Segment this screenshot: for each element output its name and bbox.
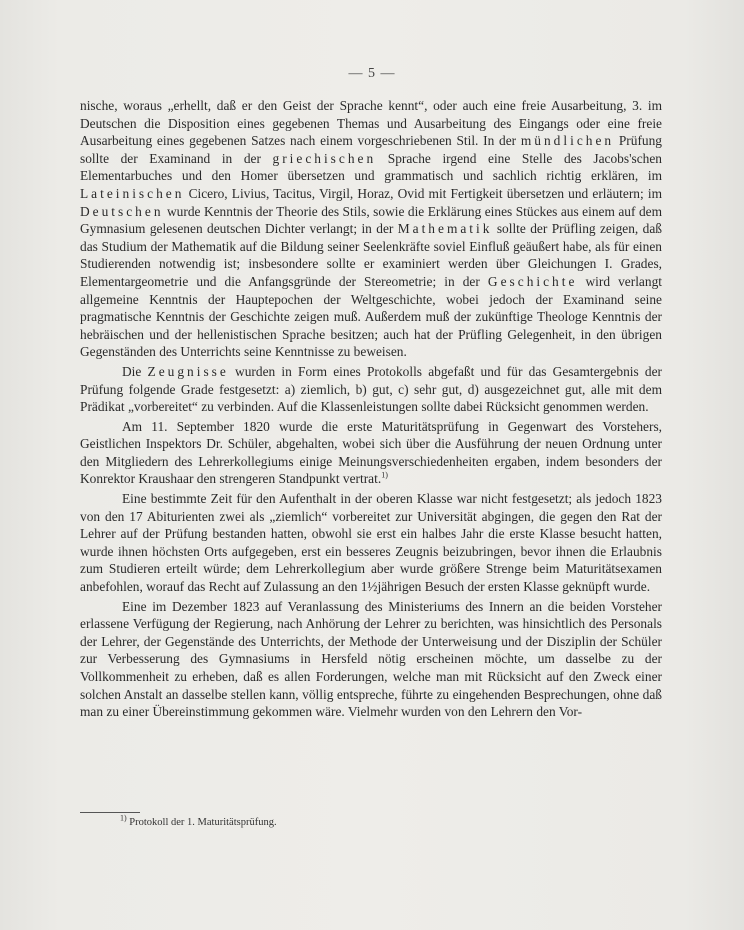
text-run: wird verlangt allgemeine Kenntnis der Hauptepochen der Weltgeschichte, wobei jedoch der Examinand seine pragmatische Kenntnis der Geschichte zeigen muß. Außerdem muß der zukünftige Theologe Kenntnis der hebräischen und der hellenistischen Sprache besitzen; auch hat der Prüfling Gelegenheit, in den übrigen Gegenständen des Unterrichts seine Kenntnisse zu beweisen. <box>80 273 662 360</box>
text-run: Cicero, Livius, Tacitus, Virgil, Horaz, Ovid mit Fertigkeit übersetzen und erläutern; im <box>184 185 662 201</box>
paragraph <box>80 490 662 596</box>
text-run: wurden in Form eines Protokolls abgefaßt und für das Gesamtergebnis der Prüfung folgende Grade festgesetzt: a) ziemlich, b) gut, c) sehr gut, d) ausgezeichnet gut, alle mit dem Prädikat „vorbereitet“ zu verbinden. Auf die Klassenleistungen sollte dabei Rücksicht genommen werden. <box>80 363 662 415</box>
text-run: Die <box>122 363 148 379</box>
paragraph <box>80 97 662 361</box>
text-run: wurde Kenntnis der Theorie des Stils, sowie die Erklärung eines Stückes aus einem auf dem Gymnasium gelesenen deutschen Dichter verlangt; in der <box>80 203 662 237</box>
footnote-mark: 1) <box>120 813 127 823</box>
footnote-rule <box>80 812 140 813</box>
paragraph <box>80 363 662 416</box>
body-text <box>80 97 662 721</box>
footnote-ref: 1) <box>381 471 388 480</box>
text-run: nische, woraus „erhellt, daß er den Geist der Sprache kennt“, oder auch eine freie Ausarbeitung, 3. im Deutschen die Disposition eines gegebenen Themas und Ausarbeitung des Eingangs oder eine freie Ausarbeitung eines gegebenen Satzes nach einem vorgeschriebenen Stil. In der <box>80 98 662 149</box>
paragraph <box>80 418 662 488</box>
text-run: Sprache irgend eine Stelle des Jacobs'schen Elementarbuches und den Homer übersetzen und grammatisch und sachlich richtig erklären, im <box>80 150 662 184</box>
footnote <box>120 813 277 828</box>
spaced-term: mündlichen <box>520 133 615 149</box>
page-number: — 5 — <box>348 66 396 81</box>
text-run: sollte der Prüfling zeigen, daß das Studium der Mathematik auf die Bildung seiner Seelenkräfte soviel Einfluß geäußert habe, als für einen Studierenden notwendig ist; insbesondere sollte er examiniert werden über Gleichungen I. Grades, Elementargeometrie und die Anfangsgründe der Stereometrie; in der <box>80 221 662 289</box>
text-run: Am 11. September 1820 wurde die erste Maturitätsprüfung in Gegenwart des Vorstehers, Geistlichen Inspektors Dr. Schüler, abgehalten, wobei sich über die Ausführung der neuen Ordnung unter den Mitgliedern des Lehrerkollegiums einige Meinungsverschiedenheiten ergaben, indem besonders der Konrektor Kraushaar den strengeren Standpunkt vertrat. <box>80 418 662 487</box>
spaced-term: Geschichte <box>487 273 578 289</box>
text-run: Eine bestimmte Zeit für den Aufenthalt in der oberen Klasse war nicht festgesetzt; als jedoch 1823 von den 17 Abiturienten zwei als „ziemlich“ vorbereitet zur Universität abgingen, die gegen den Rat der Lehrer auf der Prüfung bestanden hatten, obwohl sie erst ein halbes Jahr die erste Klasse besucht hatten, wurde ihnen höchsten Orts aufgegeben, erst ein besseres Zeugnis beizubringen, bevor ihnen die Erlaubnis zum Studieren erteilt würde; dem Lehrerkollegium aber wurde größere Strenge beim Maturitätsexamen anbefohlen, worauf das Recht auf Zulassung an den 1½jährigen Besuch der ersten Klasse geknüpft wurde. <box>80 491 662 595</box>
spaced-term: Lateinischen <box>80 185 185 201</box>
spaced-term: Mathematik <box>397 221 493 237</box>
spaced-term: Zeugnisse <box>147 363 229 379</box>
footnote-text: Protokoll der 1. Maturitätsprüfung. <box>126 817 277 828</box>
text-run: Prüfung sollte der Examinand in der <box>80 133 662 166</box>
paragraph <box>80 598 662 721</box>
spaced-term: griechischen <box>272 150 377 166</box>
spaced-term: Deutschen <box>80 203 164 219</box>
text-run: Eine im Dezember 1823 auf Veranlassung des Ministeriums des Innern an die beiden Vorsteher erlassene Verfügung der Regierung, nach Anhörung der Lehrer zu berichten, was hinsichtlich des Personals der Lehrer, der Gegenstände des Unterrichts, der Methode der Unterweisung und der Disziplin der Schüler zur Verbesserung des Gymnasiums in Hersfeld nötig erscheinen möchte, um dasselbe zu der Vollkommenheit zu erheben, daß es allen Forderungen, welche man mit Rücksicht auf den Zweck einer solchen Anstalt an dasselbe stellen kann, völlig entspreche, führte zu eingehenden Besprechungen, ohne daß man zu einer Übereinstimmung gekommen wäre. Vielmehr wurden von den Lehrern den Vor- <box>80 598 662 720</box>
